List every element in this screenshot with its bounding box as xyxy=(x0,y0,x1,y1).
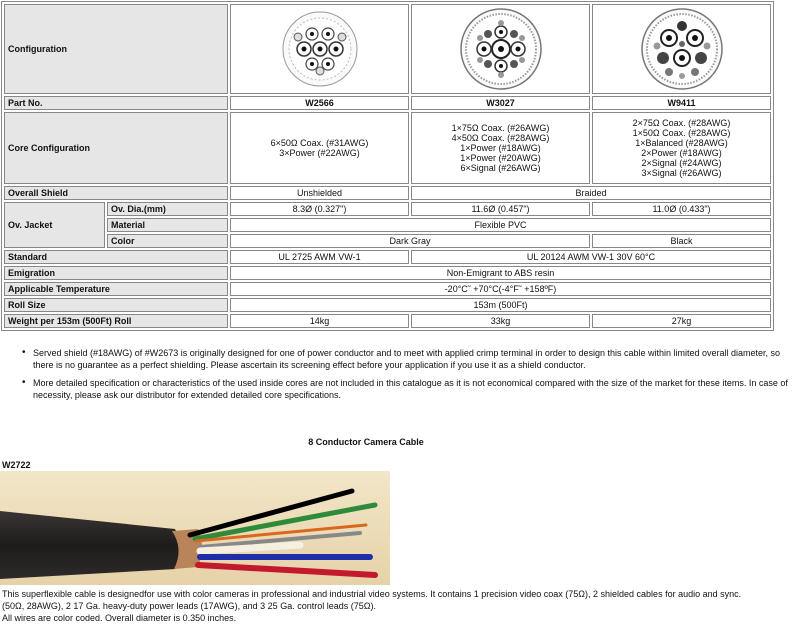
row-label-ov-jacket: Ov. Jacket xyxy=(4,202,105,248)
weight-2: 33kg xyxy=(411,314,590,328)
core-line: 4×50Ω Coax. (#28AWG) xyxy=(451,133,550,143)
row-label-ov-dia: Ov. Dia.(mm) xyxy=(107,202,228,216)
row-label-standard: Standard xyxy=(4,250,228,264)
core-line: 2×Signal (#24AWG) xyxy=(641,158,722,168)
temperature-value: -20°C˜ +70°C(-4°F˜ +158ºF) xyxy=(230,282,771,296)
core-line: 1×75Ω Coax. (#26AWG) xyxy=(451,123,550,133)
row-label-part-no: Part No. xyxy=(4,96,228,110)
core-line: 1×50Ω Coax. (#28AWG) xyxy=(632,128,731,138)
row-label-temperature: Applicable Temperature xyxy=(4,282,228,296)
row-label-overall-shield: Overall Shield xyxy=(4,186,228,200)
core-line: 3×Power (#22AWG) xyxy=(279,148,360,158)
ov-dia-3: 11.0Ø (0.433") xyxy=(592,202,771,216)
cross-section-w3027 xyxy=(411,4,590,94)
row-label-color: Color xyxy=(107,234,228,248)
cable-cross-section-icon xyxy=(458,6,544,92)
standard-23: UL 20124 AWM VW-1 30V 60°C xyxy=(411,250,771,264)
emigration-value: Non-Emigrant to ABS resin xyxy=(230,266,771,280)
ov-dia-2: 11.6Ø (0.457") xyxy=(411,202,590,216)
spec-table xyxy=(1,1,774,331)
row-label-configuration: Configuration xyxy=(4,4,228,94)
row-label-material: Material xyxy=(107,218,228,232)
description-line: (50Ω, 28AWG), 2 17 Ga. heavy-duty power leads (17AWG), and 3 25 Ga. control leads (75Ω). xyxy=(2,601,376,611)
core-config-3 xyxy=(592,112,771,184)
roll-size-value: 153m (500Ft) xyxy=(230,298,771,312)
section-title: 8 Conductor Camera Cable xyxy=(308,437,424,447)
cable-cross-section-icon xyxy=(280,9,360,89)
core-line: 2×Power (#18AWG) xyxy=(641,148,722,158)
description-line: All wires are color coded. Overall diameter is 0.350 inches. xyxy=(2,613,237,623)
color-3: Black xyxy=(592,234,771,248)
color-12: Dark Gray xyxy=(230,234,590,248)
core-config-2 xyxy=(411,112,590,184)
core-line: 6×Signal (#26AWG) xyxy=(460,163,541,173)
core-line: 2×75Ω Coax. (#28AWG) xyxy=(632,118,731,128)
cable-cross-section-icon xyxy=(639,6,725,92)
cross-section-w2566 xyxy=(230,4,409,94)
core-config-1 xyxy=(230,112,409,184)
row-label-weight: Weight per 153m (500Ft) Roll xyxy=(4,314,228,328)
notes-list xyxy=(22,347,792,407)
core-line: 3×Signal (#26AWG) xyxy=(641,168,722,178)
core-line: 1×Power (#18AWG) xyxy=(460,143,541,153)
cross-section-w9411 xyxy=(592,4,771,94)
cable-photo xyxy=(0,471,390,585)
row-label-core-configuration: Core Configuration xyxy=(4,112,228,184)
note-item: • More detailed specification or characteristics of the used inside cores are not included in this catalogue as it is not economical compared with the size of the market for these items. In case of necessity, please ask our distributor for extended detailed core specifications. xyxy=(22,377,792,401)
ov-dia-1: 8.3Ø (0.327") xyxy=(230,202,409,216)
row-label-roll-size: Roll Size xyxy=(4,298,228,312)
part-no-3: W9411 xyxy=(592,96,771,110)
description-line: This superflexible cable is designedfor use with color cameras in professional and industrial video systems. It contains 1 precision video coax (75Ω), 2 shielded cables for audio and sync. xyxy=(2,589,742,599)
shield-23: Braided xyxy=(411,186,771,200)
core-line: 1×Balanced (#28AWG) xyxy=(635,138,728,148)
part-code: W2722 xyxy=(2,460,31,470)
part-no-2: W3027 xyxy=(411,96,590,110)
row-label-emigration: Emigration xyxy=(4,266,228,280)
standard-1: UL 2725 AWM VW-1 xyxy=(230,250,409,264)
cable-description xyxy=(2,588,782,624)
weight-3: 27kg xyxy=(592,314,771,328)
core-line: 1×Power (#20AWG) xyxy=(460,153,541,163)
part-no-1: W2566 xyxy=(230,96,409,110)
shield-1: Unshielded xyxy=(230,186,409,200)
material-value: Flexible PVC xyxy=(230,218,771,232)
weight-1: 14kg xyxy=(230,314,409,328)
note-item: • Served shield (#18AWG) of #W2673 is originally designed for one of power conductor and to meet with applied crimp terminal in order to design this cable within limited overall diameter, so there is no guarantee as a perfect shielding. Please ascertain its screening effect before your application if you use it as a shield conductor. xyxy=(22,347,792,371)
core-line: 6×50Ω Coax. (#31AWG) xyxy=(270,138,369,148)
